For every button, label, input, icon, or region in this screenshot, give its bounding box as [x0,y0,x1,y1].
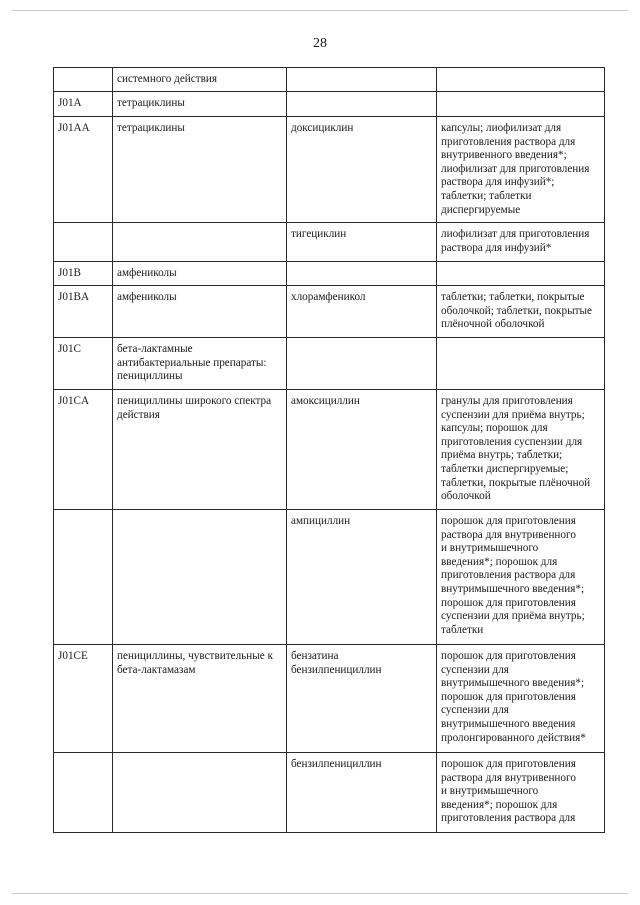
drug-name-cell: амоксициллин [287,390,437,510]
table-row [54,92,605,117]
table-row [54,117,605,223]
scan-edge-top [12,10,628,11]
group-name-cell: системного действия [113,68,287,92]
atc-code-cell: J01C [54,338,113,390]
drug-name-cell: бензатина бензилпенициллин [287,645,437,753]
group-name-cell [113,510,287,645]
dosage-forms-cell [437,262,605,286]
atc-code-cell: J01BA [54,286,113,338]
table-row [54,510,605,645]
dosage-forms-cell: таблетки; таблетки, покрытые оболочкой; таблетки, покрытые плёночной оболочкой [437,286,605,338]
dosage-forms-cell: порошок для приготовления раствора для внутривенного и внутримышечного введения*; порошок для приготовления раствора для [437,753,605,833]
dosage-forms-cell: гранулы для приготовления суспензии для приёма внутрь; капсулы; порошок для приготовления суспензии для приёма внутрь; таблетки; таблетки диспергируемые; таблетки, покрытые плёночной оболочкой [437,390,605,510]
drug-name-cell: ампициллин [287,510,437,645]
table-row [54,286,605,338]
dosage-forms-cell: порошок для приготовления суспензии для внутримышечного введения*; порошок для приготовления суспензии для внутримышечного введения пролонгированного действия* [437,645,605,753]
drug-name-cell [287,68,437,92]
atc-code-cell: J01AA [54,117,113,223]
group-name-cell: бета-лактамные антибактериальные препараты: пенициллины [113,338,287,390]
atc-code-cell [54,510,113,645]
table-row [54,68,605,92]
atc-code-cell [54,68,113,92]
group-name-cell: пенициллины широкого спектра действия [113,390,287,510]
group-name-cell: пенициллины, чувствительные к бета-лактамазам [113,645,287,753]
dosage-forms-cell [437,92,605,117]
group-name-cell: тетрациклины [113,117,287,223]
atc-code-cell: J01A [54,92,113,117]
atc-code-cell [54,753,113,833]
dosage-forms-cell: лиофилизат для приготовления раствора для инфузий* [437,223,605,262]
dosage-forms-cell: порошок для приготовления раствора для внутривенного и внутримышечного введения*; порошок для приготовления раствора для внутримышечного введения*; порошок для приготовления суспензии для приёма внутрь; таблетки [437,510,605,645]
atc-code-cell [54,223,113,262]
drug-name-cell: бензилпенициллин [287,753,437,833]
atc-code-cell: J01B [54,262,113,286]
dosage-forms-cell [437,68,605,92]
table-row [54,262,605,286]
drug-name-cell: хлорамфеникол [287,286,437,338]
scan-edge-bottom [12,893,628,894]
group-name-cell: тетрациклины [113,92,287,117]
group-name-cell [113,753,287,833]
table-row [54,223,605,262]
table-row [54,645,605,753]
group-name-cell [113,223,287,262]
drug-name-cell [287,92,437,117]
group-name-cell: амфениколы [113,286,287,338]
drug-name-cell: тигециклин [287,223,437,262]
group-name-cell: амфениколы [113,262,287,286]
drug-name-cell: доксициклин [287,117,437,223]
drug-name-cell [287,338,437,390]
atc-code-cell: J01CE [54,645,113,753]
atc-code-cell: J01CA [54,390,113,510]
drug-name-cell [287,262,437,286]
dosage-forms-cell: капсулы; лиофилизат для приготовления раствора для внутривенного введения*; лиофилизат для приготовления раствора для инфузий*; таблетки; таблетки диспергируемые [437,117,605,223]
table-row [54,753,605,833]
page-number: 28 [313,36,327,51]
table-row [54,338,605,390]
drug-classification-table [53,67,605,833]
dosage-forms-cell [437,338,605,390]
table-row [54,390,605,510]
